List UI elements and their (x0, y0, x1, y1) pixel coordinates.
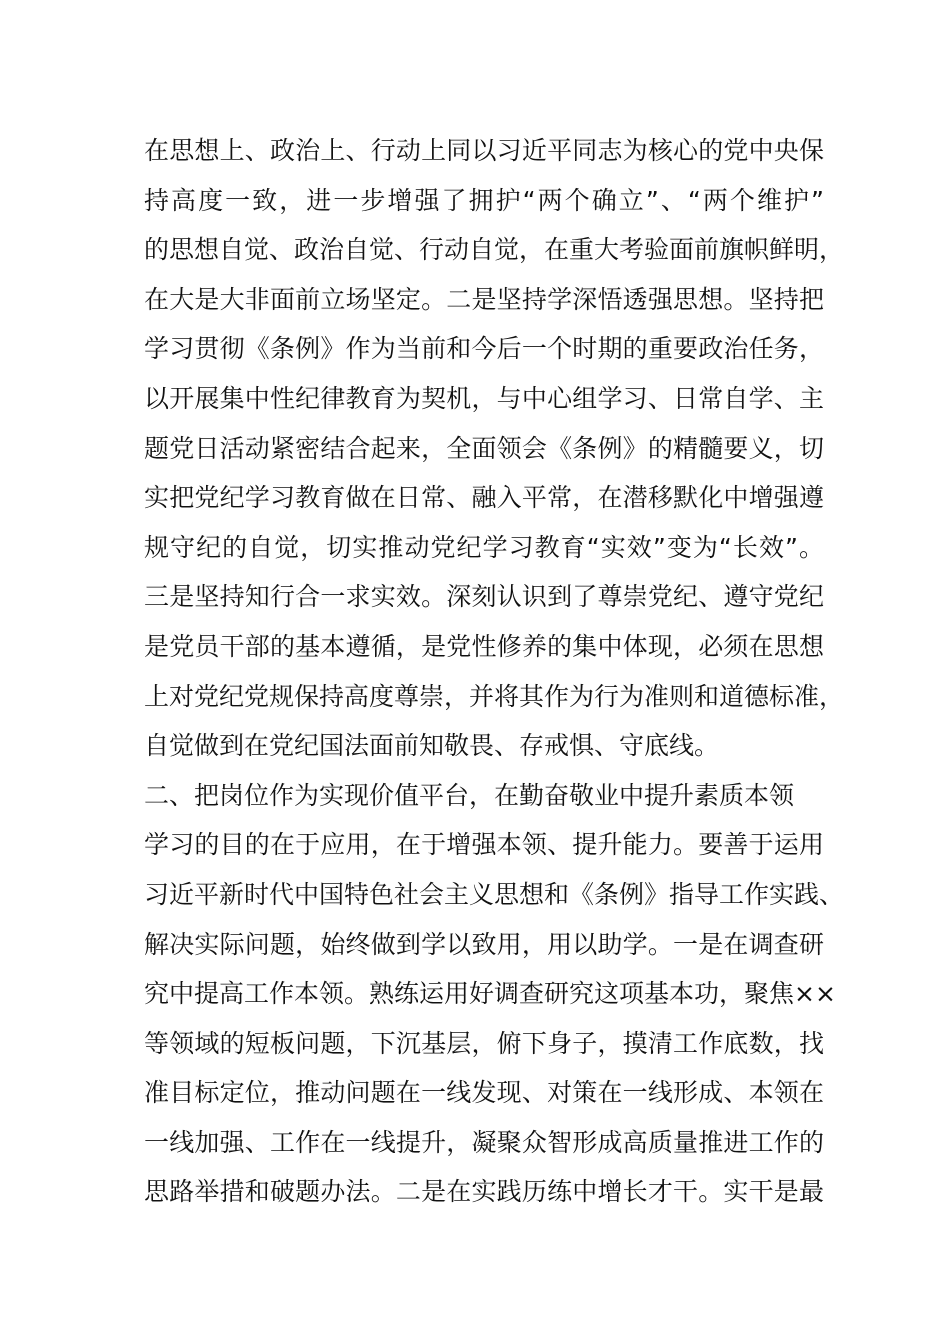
text-line: 实把党纪学习教育做在日常、融入平常，在潜移默化中增强遵 (144, 483, 824, 513)
section-heading: 二、把岗位作为实现价值平台，在勤奋敬业中提升素质本领 (144, 780, 795, 810)
text-line: 三是坚持知行合一求实效。深刻认识到了尊崇党纪、遵守党纪 (144, 582, 824, 612)
text-line: 规守纪的自觉，切实推动党纪学习教育“实效”变为“长效”。 (144, 532, 824, 562)
text-line: 准目标定位，推动问题在一线发现、对策在一线形成、本领在 (144, 1078, 824, 1108)
text-line: 等领域的短板问题，下沉基层，俯下身子，摸清工作底数，找 (144, 1028, 824, 1058)
text-line: 上对党纪党规保持高度尊崇，并将其作为行为准则和道德标准， (144, 681, 845, 711)
text-line: 的思想自觉、政治自觉、行动自觉，在重大考验面前旗帜鲜明， (144, 235, 845, 265)
paragraph-last-line: 自觉做到在党纪国法面前知敬畏、存戒惧、守底线。 (144, 731, 720, 761)
text-line: 以开展集中性纪律教育为契机，与中心组学习、日常自学、主 (144, 383, 824, 413)
text-line: 在大是大非面前立场坚定。二是坚持学深悟透强思想。坚持把 (144, 284, 824, 314)
text-line: 在思想上、政治上、行动上同以习近平同志为核心的党中央保 (144, 136, 824, 165)
text-line: 持高度一致，进一步增强了拥护“两个确立”、“两个维护” (144, 185, 824, 215)
text-line: 一线加强、工作在一线提升，凝聚众智形成高质量推进工作的 (144, 1127, 824, 1157)
text-line: 思路举措和破题办法。二是在实践历练中增长才干。实干是最 (144, 1177, 824, 1207)
text-line: 题党日活动紧密结合起来，全面领会《条例》的精髓要义，切 (144, 433, 824, 463)
text-line: 解决实际问题，始终做到学以致用，用以助学。一是在调查研 (144, 929, 824, 959)
text-line: 习近平新时代中国特色社会主义思想和《条例》指导工作实践、 (144, 879, 845, 909)
text-line: 学习贯彻《条例》作为当前和今后一个时期的重要政治任务， (144, 334, 824, 364)
text-line: 学习的目的在于应用，在于增强本领、提升能力。要善于运用 (144, 830, 824, 860)
text-line: 究中提高工作本领。熟练运用好调查研究这项基本功，聚焦×× (144, 979, 836, 1009)
body-text (144, 126, 845, 1217)
text-line: 是党员干部的基本遵循，是党性修养的集中体现，必须在思想 (144, 631, 824, 661)
